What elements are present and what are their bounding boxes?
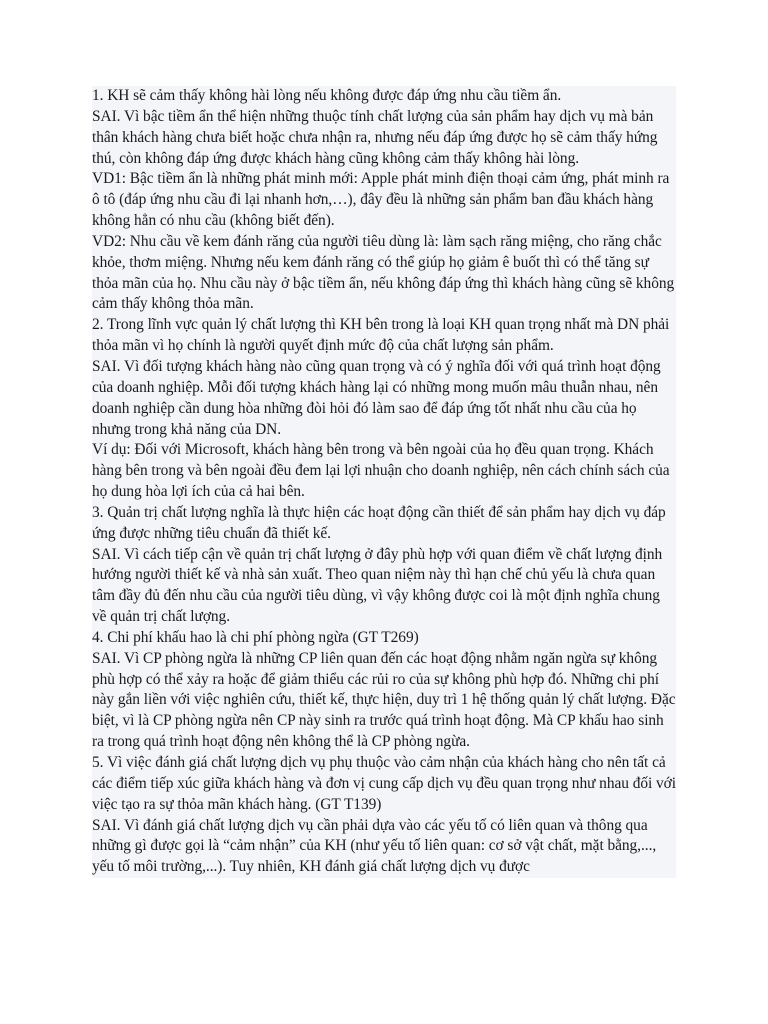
question-3: 3. Quản trị chất lượng nghĩa là thực hiện các hoạt động cần thiết để sản phẩm hay dịch vụ đáp ứng được những tiêu chuẩn đã thiết kế. [92,503,666,542]
answer-2: SAI. Vì đối tượng khách hàng nào cũng quan trọng và có ý nghĩa đối với quá trình hoạt động của doanh nghiệp. Mỗi đối tượng khách hàng lại có những mong muốn mâu thuẫn nhau, nên doanh nghiệp cần dung hòa những đòi hỏi đó làm sao để đáp ứng tốt nhất nhu cầu của họ nhưng trong khả năng của DN. [92,357,661,438]
answer-3: SAI. Vì cách tiếp cận về quản trị chất lượng ở đây phù hợp với quan điểm về chất lượng định hướng người thiết kế và nhà sản xuất. Theo quan niệm này thì hạn chế chủ yếu là chưa quan tâm đầy đủ đến nhu cầu của người tiêu dùng, vì vậy không được coi là một định nghĩa chung về quản trị chất lượng. [92,545,663,626]
answer-1: SAI. Vì bậc tiềm ẩn thể hiện những thuộc tính chất lượng của sản phẩm hay dịch vụ mà bản thân khách hàng chưa biết hoặc chưa nhận ra, nhưng nếu đáp ứng được họ sẽ cảm thấy hứng thú, còn không đáp ứng được khách hàng cũng không cảm thấy không hài lòng. [92,107,658,167]
answer-5: SAI. Vì đánh giá chất lượng dịch vụ cần phải dựa vào các yếu tố có liên quan và thông qua những gì được gọi là “cảm nhận” của KH (như yếu tố liên quan: cơ sở vật chất, mặt bằng,..., yếu tố môi trường,...). Tuy nhiên, KH đánh giá chất lượng dịch vụ được [92,816,657,876]
question-2: 2. Trong lĩnh vực quản lý chất lượng thì KH bên trong là loại KH quan trọng nhất mà DN phải thỏa mãn vì họ chính là người quyết định mức độ của chất lượng sản phẩm. [92,316,670,355]
example-1-vd1: VD1: Bậc tiềm ẩn là những phát minh mới: Apple phát minh điện thoại cảm ứng, phát minh ra ô tô (đáp ứng nhu cầu đi lại nhanh hơn,…), đây đều là những sản phẩm ban đầu khách hàng không hẳn có nhu cầu (không biết đến). [92,170,670,230]
example-1-vd2: VD2: Nhu cầu về kem đánh răng của người tiêu dùng là: làm sạch răng miệng, cho răng chắc khỏe, thơm miệng. Nhưng nếu kem đánh răng có thể giúp họ giảm ê buốt thì có thể tăng sự thỏa mãn của họ. Nhu cầu này ở bậc tiềm ẩn, nếu không đáp ứng thì khách hàng cũng sẽ không cảm thấy không thỏa mãn. [92,232,675,313]
question-1: 1. KH sẽ cảm thấy không hài lòng nếu không được đáp ứng nhu cầu tiềm ẩn. [92,87,562,104]
question-5: 5. Vì việc đánh giá chất lượng dịch vụ phụ thuộc vào cảm nhận của khách hàng cho nên tất cả các điểm tiếp xúc giữa khách hàng và đơn vị cung cấp dịch vụ đều quan trọng như nhau đối với việc tạo ra sự thỏa mãn khách hàng. (GT T139) [92,754,676,813]
document-body [92,86,676,878]
question-4: 4. Chi phí khấu hao là chi phí phòng ngừa (GT T269) [92,628,419,646]
example-2: Ví dụ: Đối với Microsoft, khách hàng bên trong và bên ngoài của họ đều quan trọng. Khách hàng bên trong và bên ngoài đều đem lại lợi nhuận cho doanh nghiệp, nên cách chính sách của họ dung hòa lợi ích của cả hai bên. [92,441,670,501]
answer-4: SAI. Vì CP phòng ngừa là những CP liên quan đến các hoạt động nhằm ngăn ngừa sự không phù hợp có thể xảy ra hoặc để giảm thiểu các rủi ro của sự không phù hợp đó. Những chi phí này gắn liền với việc nghiên cứu, thiết kế, thực hiện, duy trì 1 hệ thống quản lý chất lượng. Đặc biệt, vì là CP phòng ngừa nên CP này sinh ra trước quá trình hoạt động. Mà CP khấu hao sinh ra trong quá trình hoạt động nên không thể là CP phòng ngừa. [92,649,676,751]
